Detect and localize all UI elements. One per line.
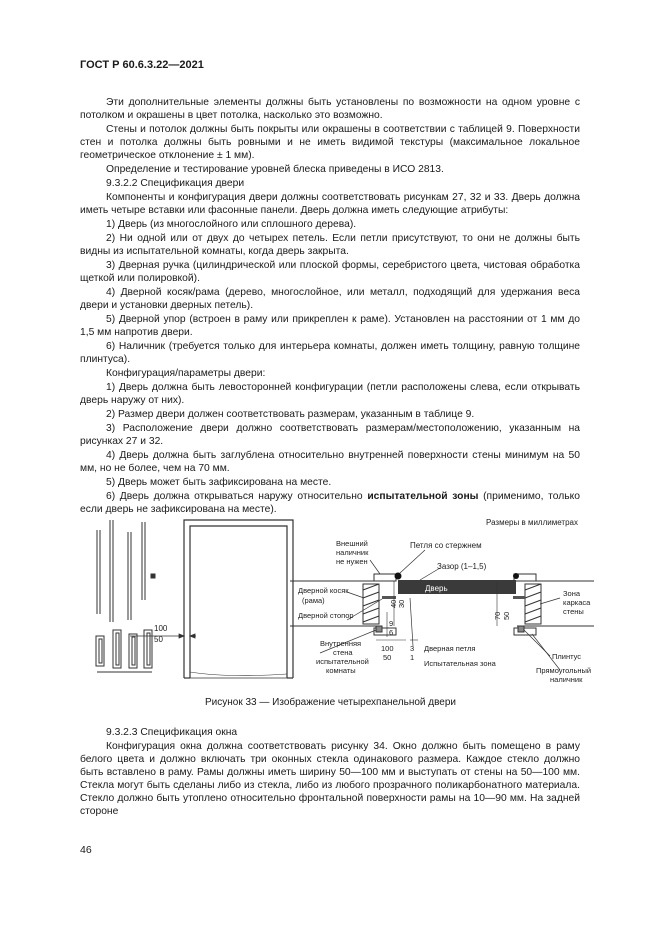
door-leaf xyxy=(398,580,516,594)
figure-caption: Рисунок 33 — Изображение четырехпанельной двери xyxy=(204,697,457,708)
list-item: 2) Ни одной или от двух до четырех петель. Если петли присутствуют, то они не должны быть видны из испытательной комнаты, когда дверь закрыта. xyxy=(80,233,580,257)
hinge-pin-icon xyxy=(513,573,519,579)
figure-label: Испытательная зона xyxy=(424,659,496,668)
figure-label: стена xyxy=(333,648,353,657)
dim-label: 70 xyxy=(493,611,502,620)
main-text-continued xyxy=(80,726,580,819)
paragraph: Компоненты и конфигурация двери должны соответствовать рисункам 27, 32 и 33. Дверь должна иметь четыре вставки или фасонные панели. Дверь должна иметь следующие атрибуты: xyxy=(80,192,580,216)
figure-label: Дверной косяк xyxy=(298,586,349,595)
figure-label: Плинтус xyxy=(552,652,582,661)
figure-label: испытательной xyxy=(316,657,369,666)
figure-label: Дверная петля xyxy=(424,644,476,653)
paragraph: Определение и тестирование уровней блеска приведены в ИСО 2813. xyxy=(106,164,444,175)
figure-label: (рама) xyxy=(302,596,325,605)
dim-label: 9 xyxy=(389,619,394,628)
dim-label: 50 xyxy=(502,611,511,620)
dim-label: 6 xyxy=(389,628,394,637)
list-item: 5) Дверь может быть зафиксирована на месте. xyxy=(106,477,332,488)
list-item: 2) Размер двери должен соответствовать размерам, указанным в таблице 9. xyxy=(106,409,475,420)
dim-label: 50 xyxy=(383,653,392,662)
list-item: 4) Дверь должна быть заглублена относительно внутренней поверхности стены минимум на 50 мм, но не более, чем на 70 мм. xyxy=(80,450,580,474)
figure-label: Зазор (1–1,5) xyxy=(437,562,487,571)
figure-label: Зона xyxy=(563,589,581,598)
door-elevation xyxy=(184,520,293,678)
paragraph: Конфигурация окна должна соответствовать рисунку 34. Окно должно быть помещено в раму белого цвета и должно включать три оконных стекла одинакового размера. Каждое стекло должно быть вставлено в раму. Рамы должны иметь ширину 50—100 мм и выступать от стены на 50—100 мм. Стекла могут быть сделаны либо из стекла, либо из любого прозрачного поликарбонатного материала. Стекло должно быть утоплено относительно фронтальной поверхности рамы на 10—90 мм. На задней стороне xyxy=(80,741,580,817)
section-heading: 9.3.2.3 Спецификация окна xyxy=(106,727,238,738)
dim-label: 40 xyxy=(389,599,398,608)
dim-label: 30 xyxy=(397,599,406,608)
list-item: 5) Дверной упор (встроен в раму или прикреплен к раме). Установлен на расстоянии от 1 мм до 1,5 мм напротив двери. xyxy=(80,314,580,338)
list-item: 4) Дверной косяк/рама (дерево, многослойное, или металл, подходящий для удержания веса двери и установки дверных петель). xyxy=(80,287,580,311)
paragraph: Конфигурация/параметры двери: xyxy=(106,368,266,379)
units-note: Размеры в миллиметрах xyxy=(486,518,578,527)
front-dimension xyxy=(130,634,196,638)
document-header: ГОСТ Р 60.6.3.22—2021 xyxy=(80,59,204,71)
figure-label: стены xyxy=(563,607,584,616)
figure-label: Прямоугольный xyxy=(536,666,592,675)
main-text xyxy=(80,96,580,517)
figure-label: наличник xyxy=(550,675,583,684)
dim-label: 100 xyxy=(381,644,394,653)
section-heading: 9.3.2.2 Спецификация двери xyxy=(106,178,245,189)
door-stop xyxy=(513,596,525,599)
figure-label: Дверной стопор xyxy=(298,611,354,620)
door-drawing xyxy=(80,512,600,692)
text-run: (применимо, только если дверь не зафиксирована на месте). xyxy=(80,491,580,515)
paragraph: Эти дополнительные элементы должны быть установлены по возможности на одном уровне с потолком и окрашены в цвет потолка, насколько это возможно. xyxy=(80,97,580,121)
list-item: 1) Дверь должна быть левосторонней конфигурации (петли расположены слева, если открывать дверь наружу от них). xyxy=(80,382,580,406)
figure-label: не нужен xyxy=(336,557,368,566)
figure-label: наличник xyxy=(336,548,369,557)
page-number: 46 xyxy=(80,844,92,856)
list-item: 1) Дверь (из многослойного или сплошного дерева). xyxy=(106,219,357,230)
figure-label: каркаса xyxy=(563,598,591,607)
figure-33 xyxy=(80,512,600,692)
figure-label: Внутренняя xyxy=(320,639,362,648)
dim-label: 1 xyxy=(410,653,415,662)
door-side-sketch xyxy=(96,520,155,672)
figure-label: Петля со стержнем xyxy=(410,541,482,550)
figure-label: Внешний xyxy=(336,539,368,548)
paragraph: Стены и потолок должны быть покрыты или окрашены в соответствии с таблицей 9. Поверхности стен и потолка должны быть ровными и не иметь видимой текстуры (максимальное локальное геометрическое отклонение ± 1 мм). xyxy=(80,124,580,161)
text-run: 6) Дверь должна открываться наружу относительно xyxy=(106,491,368,502)
door-label: Дверь xyxy=(425,584,448,593)
dim-label: 100 xyxy=(154,624,168,633)
dim-label: 3 xyxy=(410,644,415,653)
list-item: 6) Наличник (требуется только для интерьера комнаты, должен иметь толщину, равную толщине плинтуса). xyxy=(80,341,580,365)
list-item: 3) Дверная ручка (цилиндрической или плоской формы, серебристого цвета, чистовая обработка щеткой или полировкой). xyxy=(80,260,580,284)
bold-term: испытательной зоны xyxy=(367,491,479,502)
dim-label: 50 xyxy=(154,635,163,644)
figure-label: комнаты xyxy=(326,666,356,675)
hinge-pin-icon xyxy=(395,573,402,580)
list-item: 3) Расположение двери должно соответствовать размерам/местоположению, указанным на рисунках 27 и 32. xyxy=(80,423,580,447)
